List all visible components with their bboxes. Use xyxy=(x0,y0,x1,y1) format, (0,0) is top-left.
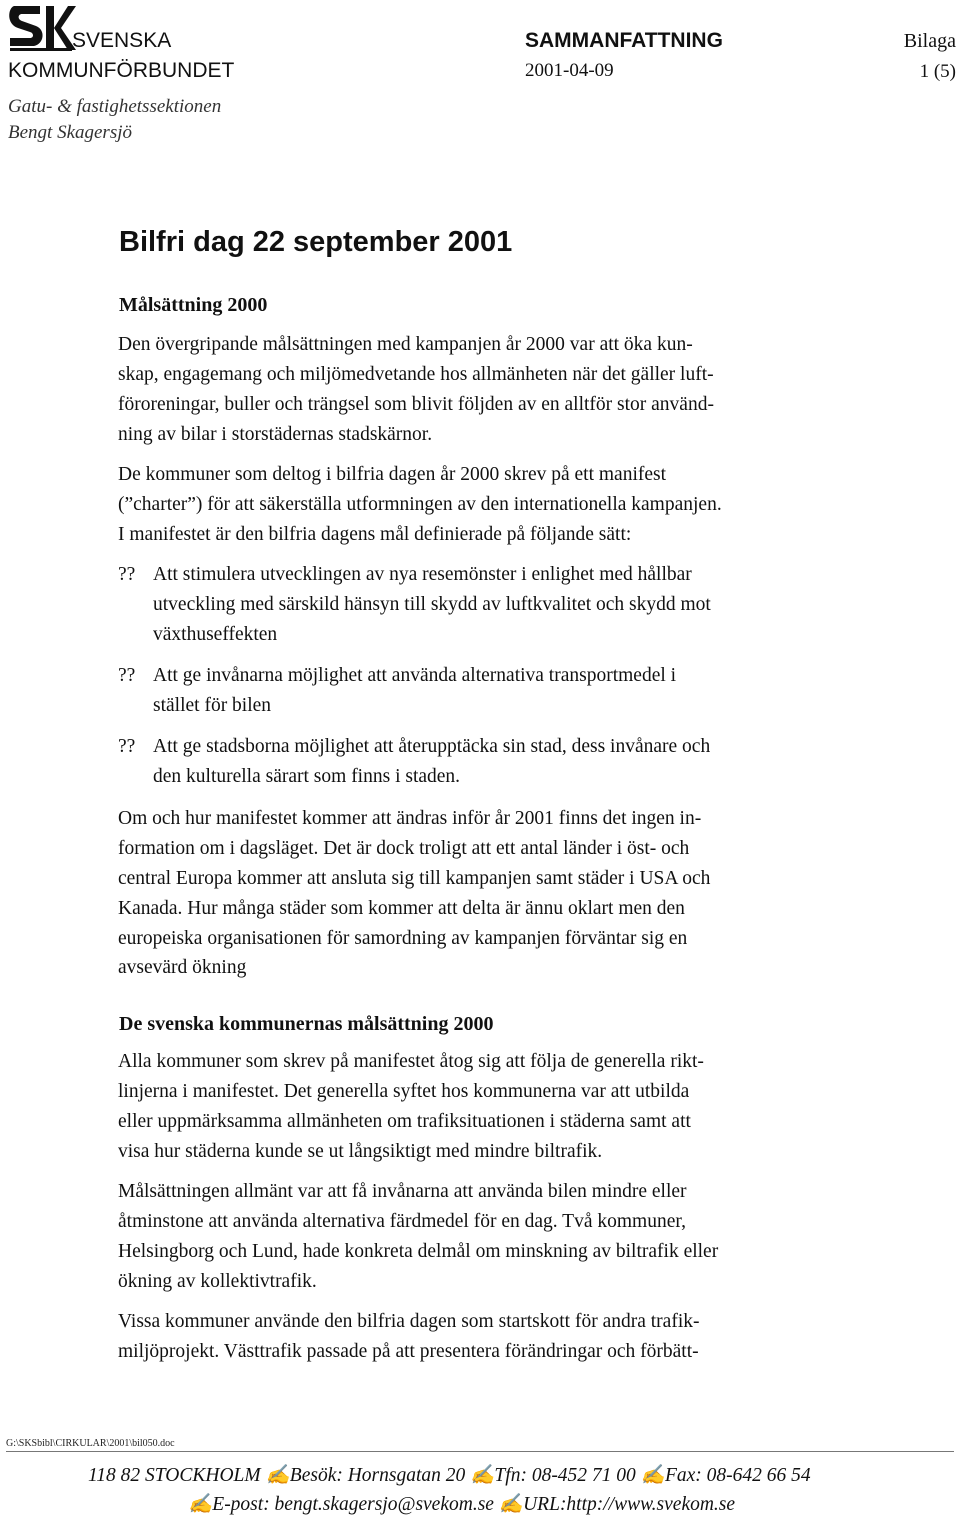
bullet-marker: ?? xyxy=(118,564,136,585)
bullet-line: Att stimulera utvecklingen av nya resemönster i enlighet med hållbar xyxy=(153,564,692,585)
footer-divider xyxy=(6,1451,954,1452)
bullet-line: Att ge invånarna möjlighet att använda alternativa transportmedel i xyxy=(153,665,677,686)
page-title: Bilfri dag 22 september 2001 xyxy=(119,226,513,258)
paragraph-line: ökning av kollektivtrafik. xyxy=(118,1271,317,1292)
section-heading: Målsättning 2000 xyxy=(119,294,268,316)
document-date: 2001-04-09 xyxy=(525,60,614,81)
paragraph-line: visa hur städerna kunde se ut långsiktigt med mindre biltrafik. xyxy=(118,1141,603,1162)
footer-web-line: ✍E-post: bengt.skagersjo@svekom.se ✍URL:http://www.svekom.se xyxy=(188,1494,736,1515)
paragraph-line: ning av bilar i storstädernas stadskärnor. xyxy=(118,424,433,445)
paragraph-line: Kanada. Hur många städer som kommer att delta är ännu oklart men den xyxy=(118,898,685,919)
bullet-line: den kulturella särart som finns i staden. xyxy=(153,766,461,787)
bullet-line: växthuseffekten xyxy=(153,624,278,645)
department: Gatu- & fastighetssektionen xyxy=(8,96,222,117)
paragraph-line: Vissa kommuner använde den bilfria dagen som startskott för andra trafik- xyxy=(118,1311,700,1332)
paragraph-line: (”charter”) för att säkerställa utformningen av den internationella kampanjen. xyxy=(118,494,722,515)
bullet-marker: ?? xyxy=(118,665,136,686)
paragraph-line: föroreningar, buller och trängsel som blivit följden av en alltför stor använd- xyxy=(118,394,714,415)
paragraph-line: linjerna i manifestet. Det generella syftet hos kommunerna var att utbilda xyxy=(118,1081,690,1102)
paragraph-line: Helsingborg och Lund, hade konkreta delmål om minskning av biltrafik eller xyxy=(118,1241,719,1262)
footer-contact-line: 118 82 STOCKHOLM ✍Besök: Hornsgatan 20 ✍Tfn: 08-452 71 00 ✍Fax: 08-642 66 54 xyxy=(88,1465,811,1486)
paragraph-line: Målsättningen allmänt var att få invånarna att använda bilen mindre eller xyxy=(118,1181,687,1202)
sk-logo-icon xyxy=(6,4,76,52)
paragraph-line: Om och hur manifestet kommer att ändras inför år 2001 finns det ingen in- xyxy=(118,808,702,829)
document-type: SAMMANFATTNING xyxy=(525,29,723,52)
paragraph-line: Alla kommuner som skrev på manifestet åtog sig att följa de generella rikt- xyxy=(118,1051,704,1072)
paragraph-line: avsevärd ökning xyxy=(118,957,247,978)
paragraph-line: miljöprojekt. Västtrafik passade på att presentera förändringar och förbätt- xyxy=(118,1341,699,1362)
paragraph-line: Den övergripande målsättningen med kampanjen år 2000 var att öka kun- xyxy=(118,334,693,355)
paragraph-line: I manifestet är den bilfria dagens mål definierade på följande sätt: xyxy=(118,524,632,545)
bullet-line: stället för bilen xyxy=(153,695,272,716)
paragraph-line: formation om i dagsläget. Det är dock troligt att ett antal länder i öst- och xyxy=(118,838,690,859)
attachment-label: Bilaga xyxy=(903,30,956,52)
bullet-marker: ?? xyxy=(118,736,136,757)
paragraph-line: eller uppmärksamma allmänheten om trafiksituationen i städerna samt att xyxy=(118,1111,691,1132)
org-name-line1: SVENSKA xyxy=(72,29,172,52)
paragraph-line: De kommuner som deltog i bilfria dagen år 2000 skrev på ett manifest xyxy=(118,464,667,485)
bullet-line: utveckling med särskild hänsyn till skydd av luftkvalitet och skydd mot xyxy=(153,594,711,615)
paragraph-line: europeiska organisationen för samordning av kampanjen förväntar sig en xyxy=(118,928,688,949)
paragraph-line: central Europa kommer att ansluta sig till kampanjen samt städer i USA och xyxy=(118,868,711,889)
bullet-line: Att ge stadsborna möjlighet att återupptäcka sin stad, dess invånare och xyxy=(153,736,711,757)
section-heading: De svenska kommunernas målsättning 2000 xyxy=(119,1013,494,1035)
file-path: G:\SKSbibl\CIRKULAR\2001\bil050.doc xyxy=(6,1438,175,1449)
author: Bengt Skagersjö xyxy=(8,122,133,143)
org-name-line2: KOMMUNFÖRBUNDET xyxy=(8,59,235,82)
paragraph-line: åtminstone att använda alternativa färdmedel för en dag. Två kommuner, xyxy=(118,1211,686,1232)
paragraph-line: skap, engagemang och miljömedvetande hos allmänheten när det gäller luft- xyxy=(118,364,714,385)
page-number: 1 (5) xyxy=(919,61,956,82)
